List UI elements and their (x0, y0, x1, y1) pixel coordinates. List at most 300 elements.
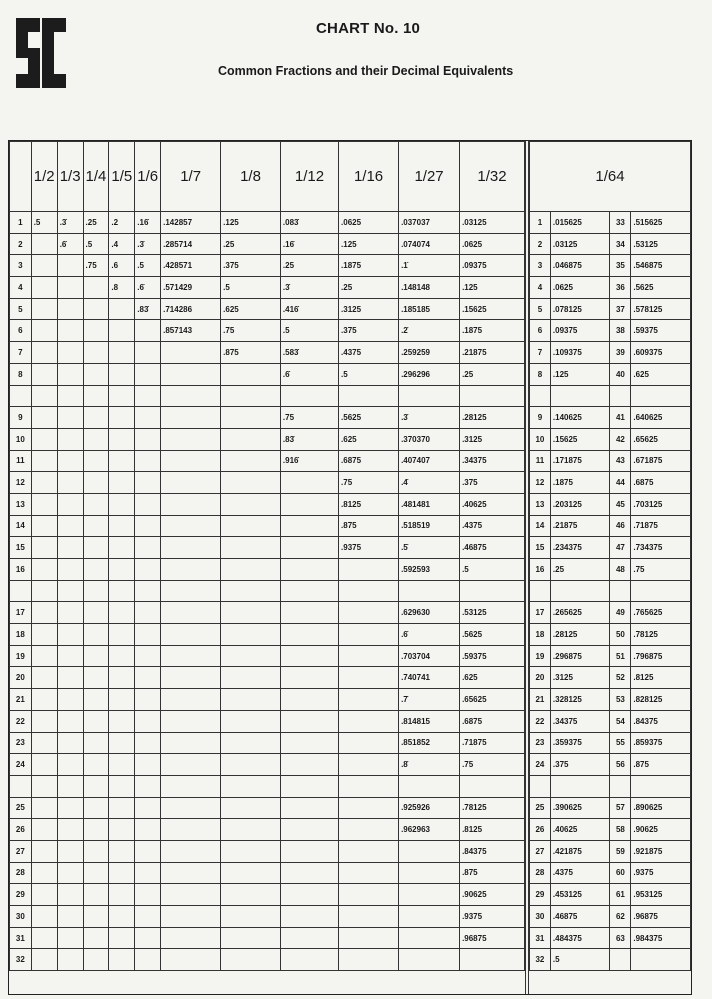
numerator-cell: 56 (610, 754, 631, 776)
decimal-cell (280, 775, 338, 797)
decimal-cell (339, 732, 399, 754)
decimal-cell (161, 840, 221, 862)
decimal-cell: .640625 (631, 407, 691, 429)
numerator-cell: 8 (530, 363, 551, 385)
decimal-cell (109, 797, 135, 819)
decimal-cell: .3̇ (135, 233, 161, 255)
numerator-cell: 53 (610, 689, 631, 711)
decimal-cell: .592593 (399, 559, 460, 581)
row-number: 20 (10, 667, 32, 689)
decimal-cell: .9375 (460, 906, 525, 928)
decimal-cell (109, 667, 135, 689)
decimal-cell (399, 884, 460, 906)
decimal-cell: .09375 (460, 255, 525, 277)
decimal-cell (135, 363, 161, 385)
table-row (530, 450, 691, 472)
decimal-cell (161, 472, 221, 494)
numerator-cell: 58 (610, 819, 631, 841)
row-number: 24 (10, 754, 32, 776)
decimal-cell (83, 342, 109, 364)
numerator-cell: 26 (530, 819, 551, 841)
decimal-cell: .1875 (550, 472, 610, 494)
numerator-cell: 22 (530, 710, 551, 732)
decimal-cell (221, 949, 281, 971)
numerator-cell: 61 (610, 884, 631, 906)
row-number (10, 580, 32, 602)
numerator-cell: 33 (610, 212, 631, 234)
decimal-cell: .4375 (339, 342, 399, 364)
decimal-cell (280, 472, 338, 494)
numerator-cell: 19 (530, 645, 551, 667)
decimal-cell: .3125 (460, 428, 525, 450)
decimal-cell: .7̇ (399, 689, 460, 711)
decimal-cell (221, 754, 281, 776)
decimal-cell (221, 363, 281, 385)
decimal-cell (339, 775, 399, 797)
decimal-cell (83, 754, 109, 776)
decimal-cell (339, 602, 399, 624)
decimal-cell (31, 710, 57, 732)
fraction-header: 1/2 (31, 142, 57, 212)
table-row (530, 277, 691, 299)
decimal-cell (221, 450, 281, 472)
spacer-row (530, 580, 691, 602)
decimal-cell (161, 450, 221, 472)
decimal-cell (31, 342, 57, 364)
decimal-cell (57, 710, 83, 732)
decimal-cell (280, 906, 338, 928)
decimal-cell (83, 710, 109, 732)
decimal-cell (31, 363, 57, 385)
decimal-cell (31, 493, 57, 515)
decimal-cell (31, 472, 57, 494)
decimal-cell (460, 775, 525, 797)
decimal-cell (109, 819, 135, 841)
table-row (10, 602, 525, 624)
decimal-cell (83, 493, 109, 515)
decimal-cell (57, 949, 83, 971)
decimal-cell: .703125 (631, 493, 691, 515)
decimal-cell (57, 840, 83, 862)
decimal-cell (280, 862, 338, 884)
decimal-cell: .78125 (631, 624, 691, 646)
decimal-cell: .34375 (550, 710, 610, 732)
decimal-cell (57, 602, 83, 624)
decimal-cell (399, 906, 460, 928)
decimal-cell (109, 450, 135, 472)
decimal-cell: .75 (221, 320, 281, 342)
decimal-cell (31, 602, 57, 624)
decimal-cell (339, 840, 399, 862)
decimal-cell (161, 385, 221, 407)
decimal-cell: .0625 (339, 212, 399, 234)
decimal-cell (280, 732, 338, 754)
numerator-cell: 30 (530, 906, 551, 928)
decimal-cell: .407407 (399, 450, 460, 472)
decimal-cell: .125 (339, 233, 399, 255)
decimal-cell: .015625 (550, 212, 610, 234)
decimal-cell (631, 580, 691, 602)
decimal-cell (31, 450, 57, 472)
decimal-cell: .609375 (631, 342, 691, 364)
decimal-cell (57, 819, 83, 841)
decimal-cell (31, 667, 57, 689)
decimal-cell (339, 906, 399, 928)
decimal-cell: .3̇ (280, 277, 338, 299)
decimal-cell (280, 602, 338, 624)
decimal-cell (83, 559, 109, 581)
row-number: 28 (10, 862, 32, 884)
decimal-cell: .984375 (631, 927, 691, 949)
decimal-cell: .6̇ (399, 624, 460, 646)
decimal-cell: .740741 (399, 667, 460, 689)
decimal-cell (31, 645, 57, 667)
decimal-cell (31, 537, 57, 559)
decimal-cell (57, 754, 83, 776)
decimal-cell (339, 385, 399, 407)
decimal-cell (161, 754, 221, 776)
table-row (10, 949, 525, 971)
table-row (10, 624, 525, 646)
row-number: 8 (10, 363, 32, 385)
decimal-cell: .234375 (550, 537, 610, 559)
decimal-cell (135, 602, 161, 624)
decimal-cell (161, 819, 221, 841)
table-row (530, 949, 691, 971)
decimal-cell: .453125 (550, 884, 610, 906)
decimal-cell (83, 949, 109, 971)
table-row (10, 363, 525, 385)
decimal-cell: .875 (460, 862, 525, 884)
decimal-cell (161, 645, 221, 667)
decimal-cell (57, 927, 83, 949)
numerator-cell: 2 (530, 233, 551, 255)
decimal-cell (83, 450, 109, 472)
numerator-cell (530, 580, 551, 602)
row-number: 30 (10, 906, 32, 928)
table-row (530, 212, 691, 234)
decimal-cell (221, 472, 281, 494)
table-row (10, 559, 525, 581)
table-row (10, 906, 525, 928)
decimal-cell (57, 450, 83, 472)
decimal-cell: .90625 (460, 884, 525, 906)
table-row (530, 407, 691, 429)
decimal-cell: .3̇ (57, 212, 83, 234)
table-row (10, 342, 525, 364)
decimal-cell (161, 515, 221, 537)
table-row (530, 624, 691, 646)
decimal-cell (135, 689, 161, 711)
decimal-cell (57, 624, 83, 646)
decimal-cell (460, 580, 525, 602)
table-row (530, 754, 691, 776)
decimal-cell (135, 580, 161, 602)
decimal-cell (31, 277, 57, 299)
decimal-cell: .40625 (550, 819, 610, 841)
row-number: 4 (10, 277, 32, 299)
decimal-cell (339, 862, 399, 884)
decimal-cell (221, 515, 281, 537)
table-row (530, 906, 691, 928)
decimal-cell (31, 862, 57, 884)
decimal-cell: .46875 (460, 537, 525, 559)
decimal-cell: .1875 (460, 320, 525, 342)
decimal-cell: .8̇ (399, 754, 460, 776)
numerator-cell: 27 (530, 840, 551, 862)
decimal-cell (135, 645, 161, 667)
decimal-cell (109, 320, 135, 342)
table-row (10, 862, 525, 884)
decimal-cell: .859375 (631, 732, 691, 754)
decimal-cell (280, 667, 338, 689)
decimal-cell (109, 472, 135, 494)
decimal-cell: .3125 (550, 667, 610, 689)
numerator-cell (610, 949, 631, 971)
table-row (530, 298, 691, 320)
numerator-cell: 5 (530, 298, 551, 320)
decimal-cell (280, 580, 338, 602)
table-row (10, 645, 525, 667)
decimal-cell (109, 862, 135, 884)
decimal-cell (221, 559, 281, 581)
decimal-cell (57, 775, 83, 797)
decimal-cell: .65625 (631, 428, 691, 450)
decimal-cell: .875 (339, 515, 399, 537)
table-row (10, 407, 525, 429)
decimal-cell (31, 515, 57, 537)
decimal-cell (161, 906, 221, 928)
decimal-cell: .8125 (339, 493, 399, 515)
numerator-cell: 25 (530, 797, 551, 819)
decimal-cell: .5625 (631, 277, 691, 299)
decimal-cell: .75 (83, 255, 109, 277)
decimal-cell (221, 884, 281, 906)
decimal-cell: .109375 (550, 342, 610, 364)
decimal-cell (221, 493, 281, 515)
numerator-cell: 35 (610, 255, 631, 277)
decimal-cell (460, 385, 525, 407)
table-row (10, 840, 525, 862)
decimal-cell: .96875 (460, 927, 525, 949)
numerator-cell: 32 (530, 949, 551, 971)
decimal-cell: .125 (550, 363, 610, 385)
decimal-cell (83, 819, 109, 841)
numerator-cell: 62 (610, 906, 631, 928)
table-row (530, 710, 691, 732)
numerator-cell (530, 385, 551, 407)
decimal-cell (57, 689, 83, 711)
decimal-cell: .796875 (631, 645, 691, 667)
decimal-cell (31, 689, 57, 711)
decimal-cell: .6̇ (135, 277, 161, 299)
decimal-cell: .142857 (161, 212, 221, 234)
decimal-cell: .734375 (631, 537, 691, 559)
table-row (530, 342, 691, 364)
decimal-cell (57, 906, 83, 928)
decimal-cell: .578125 (631, 298, 691, 320)
row-number: 16 (10, 559, 32, 581)
decimal-cell: .75 (460, 754, 525, 776)
decimal-cell (109, 775, 135, 797)
decimal-cell (280, 797, 338, 819)
decimal-cell (161, 624, 221, 646)
decimal-cell: .421875 (550, 840, 610, 862)
decimal-cell: .851852 (399, 732, 460, 754)
decimal-cell (109, 710, 135, 732)
sixty-fourths-table (529, 141, 691, 971)
decimal-cell (135, 428, 161, 450)
row-number: 29 (10, 884, 32, 906)
decimal-cell (135, 472, 161, 494)
numerator-cell: 40 (610, 363, 631, 385)
row-number: 15 (10, 537, 32, 559)
row-number: 2 (10, 233, 32, 255)
decimal-cell: .3̇ (399, 407, 460, 429)
decimal-cell (31, 298, 57, 320)
decimal-cell: .4375 (550, 862, 610, 884)
decimal-cell: .75 (280, 407, 338, 429)
decimal-cell (550, 775, 610, 797)
decimal-cell: .6875 (631, 472, 691, 494)
decimal-cell: .25 (460, 363, 525, 385)
decimal-cell (57, 862, 83, 884)
decimal-cell (109, 559, 135, 581)
decimal-cell (221, 624, 281, 646)
decimal-cell (161, 363, 221, 385)
numerator-cell: 59 (610, 840, 631, 862)
decimal-cell (109, 407, 135, 429)
decimal-cell: .814815 (399, 710, 460, 732)
decimal-cell: .148148 (399, 277, 460, 299)
numerator-cell: 24 (530, 754, 551, 776)
decimal-cell (109, 537, 135, 559)
numerator-cell: 46 (610, 515, 631, 537)
numerator-cell: 51 (610, 645, 631, 667)
decimal-cell (135, 906, 161, 928)
decimal-cell (83, 602, 109, 624)
decimal-cell: .370370 (399, 428, 460, 450)
decimal-cell: .28125 (460, 407, 525, 429)
table-row (10, 710, 525, 732)
table-row (10, 277, 525, 299)
decimal-cell (135, 775, 161, 797)
decimal-cell: .0625 (550, 277, 610, 299)
decimal-cell (280, 624, 338, 646)
decimal-cell (339, 667, 399, 689)
numerator-cell: 29 (530, 884, 551, 906)
fractions-chart (8, 140, 692, 995)
numerator-cell: 13 (530, 493, 551, 515)
decimal-cell (31, 840, 57, 862)
numerator-cell: 20 (530, 667, 551, 689)
decimal-cell (161, 710, 221, 732)
decimal-cell: .515625 (631, 212, 691, 234)
decimal-cell (109, 385, 135, 407)
decimal-cell: .2 (109, 212, 135, 234)
row-number: 21 (10, 689, 32, 711)
decimal-cell (161, 580, 221, 602)
decimal-cell (221, 862, 281, 884)
decimal-cell (399, 775, 460, 797)
numerator-cell: 7 (530, 342, 551, 364)
spacer-row (10, 775, 525, 797)
spacer-row (10, 385, 525, 407)
decimal-cell (280, 493, 338, 515)
table-row (530, 819, 691, 841)
row-number: 19 (10, 645, 32, 667)
spacer-row (530, 775, 691, 797)
decimal-cell: .09375 (550, 320, 610, 342)
decimal-cell: .83̇ (280, 428, 338, 450)
numerator-cell: 55 (610, 732, 631, 754)
numerator-cell: 47 (610, 537, 631, 559)
fraction-header: 1/32 (460, 142, 525, 212)
decimal-cell (57, 428, 83, 450)
decimal-cell (161, 689, 221, 711)
decimal-cell: .265625 (550, 602, 610, 624)
decimal-cell: .083̇ (280, 212, 338, 234)
table-row (530, 862, 691, 884)
decimal-cell (161, 797, 221, 819)
numerator-cell: 16 (530, 559, 551, 581)
row-number: 31 (10, 927, 32, 949)
row-number: 12 (10, 472, 32, 494)
row-number: 27 (10, 840, 32, 862)
table-row (530, 559, 691, 581)
decimal-cell (31, 797, 57, 819)
decimal-cell (83, 537, 109, 559)
decimal-cell: .40625 (460, 493, 525, 515)
decimal-cell: .59375 (460, 645, 525, 667)
decimal-cell: .953125 (631, 884, 691, 906)
table-row (10, 450, 525, 472)
row-number (10, 385, 32, 407)
numerator-cell: 12 (530, 472, 551, 494)
decimal-cell (339, 949, 399, 971)
table-row (530, 428, 691, 450)
decimal-cell: .185185 (399, 298, 460, 320)
decimal-cell: .046875 (550, 255, 610, 277)
numerator-cell: 63 (610, 927, 631, 949)
decimal-cell: .481481 (399, 493, 460, 515)
decimal-cell: .484375 (550, 927, 610, 949)
decimal-cell (280, 927, 338, 949)
decimal-cell: .84375 (631, 710, 691, 732)
numerator-cell: 52 (610, 667, 631, 689)
numerator-cell (610, 775, 631, 797)
decimal-cell (135, 515, 161, 537)
decimal-cell (31, 407, 57, 429)
decimal-cell (31, 559, 57, 581)
decimal-cell: .53125 (460, 602, 525, 624)
decimal-cell (31, 428, 57, 450)
decimal-cell (109, 342, 135, 364)
decimal-cell (280, 819, 338, 841)
table-row (530, 732, 691, 754)
decimal-cell (135, 407, 161, 429)
table-row (530, 255, 691, 277)
decimal-cell: .078125 (550, 298, 610, 320)
table-row (10, 493, 525, 515)
sixty-fourths-header: 1/64 (530, 142, 691, 212)
decimal-cell: .1875 (339, 255, 399, 277)
decimal-cell: .171875 (550, 450, 610, 472)
table-row (10, 754, 525, 776)
decimal-cell (83, 840, 109, 862)
decimal-cell: .5 (550, 949, 610, 971)
decimal-cell (161, 342, 221, 364)
